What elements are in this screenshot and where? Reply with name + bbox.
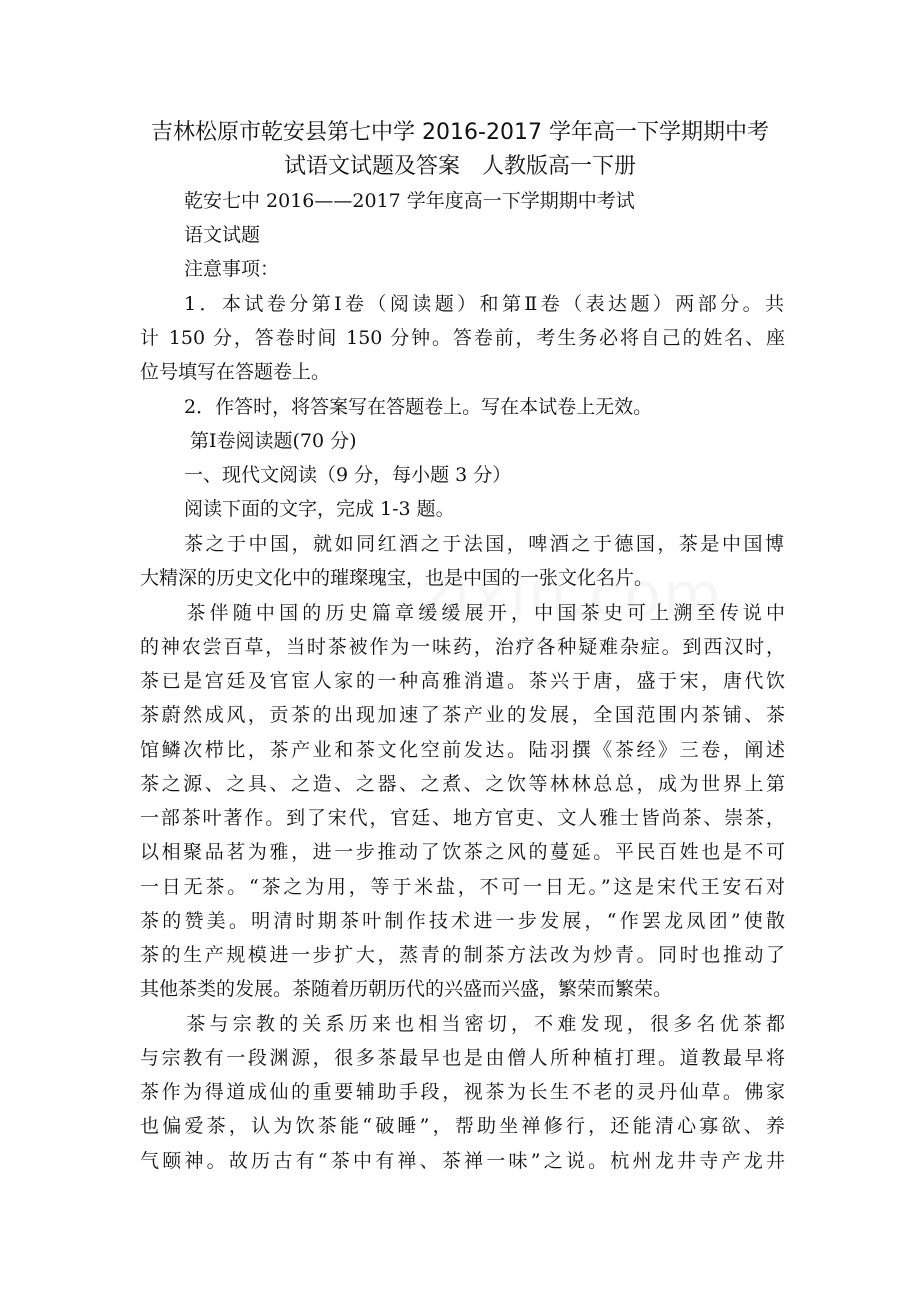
notice-heading: 注意事项： xyxy=(184,258,280,280)
paragraph-3-line-a: 茶与宗教的关系历来也相当密切，不难发现，很多名优茶都 xyxy=(140,1013,785,1035)
paragraph-2-line-k: 茶的生产规模进一步扩大，蒸青的制茶方法改为炒青。同时也推动了 xyxy=(140,944,785,966)
paragraph-3-line-d: 也偏爱茶，认为饮茶能“破睡”，帮助坐禅修行，还能清心寡欲、养 xyxy=(140,1115,785,1137)
paragraph-3-line-b: 与宗教有一段渊源，很多茶最早也是由僧人所种植打理。道教最早将 xyxy=(140,1047,785,1069)
part-1-heading: 一、现代文阅读（9 分，每小题 3 分） xyxy=(184,464,512,486)
paragraph-2-line-g: 一部茶叶著作。到了宋代，官廷、地方官吏、文人雅士皆尚茶、崇茶， xyxy=(140,807,785,829)
title-line-2: 试语文试题及答案 人教版高一下册 xyxy=(283,154,636,179)
notice-1-line-a: 1．本试卷分第Ⅰ卷（阅读题）和第Ⅱ卷（表达题）两部分。共 xyxy=(184,293,784,315)
paragraph-2-line-e: 馆鳞次栉比，茶产业和茶文化空前发达。陆羽撰《茶经》三卷，阐述 xyxy=(140,739,785,761)
paragraph-2-line-c: 茶已是宫廷及官宦人家的一种高雅消遣。茶兴于唐，盛于宋，唐代饮 xyxy=(140,670,785,692)
paragraph-2-line-f: 茶之源、之具、之造、之器、之煮、之饮等林林总总，成为世界上第 xyxy=(140,773,785,795)
notice-1-line-c: 位号填写在答题卷上。 xyxy=(140,361,331,383)
notice-1-line-b: 计 150 分，答卷时间 150 分钟。答卷前，考生务必将自己的姓名、座 xyxy=(140,327,785,349)
paragraph-1-line-a: 茶之于中国，就如同红酒之于法国，啤酒之于德国，茶是中国博 xyxy=(184,533,784,555)
paragraph-2-line-a: 茶伴随中国的历史篇章缓缓展开，中国茶史可上溯至传说中 xyxy=(140,602,785,624)
title-line-1: 吉林松原市乾安县第七中学 2016-2017 学年高一下学期期中考 xyxy=(151,120,769,145)
paragraph-2-line-b: 的神农尝百草，当时茶被作为一味药，治疗各种疑难杂症。到西汉时， xyxy=(140,636,785,658)
paragraph-2-line-i: 一日无茶。“茶之为用，等于米盐，不可一日无。”这是宋代王安石对 xyxy=(140,876,785,898)
exam-title: 乾安七中 2016——2017 学年度高一下学期期中考试 xyxy=(184,190,635,212)
subject-heading: 语文试题 xyxy=(184,224,261,246)
paragraph-2-line-h: 以相聚品茗为雅，进一步推动了饮茶之风的蔓延。平民百姓也是不可 xyxy=(140,841,785,863)
document-title xyxy=(140,116,780,184)
paragraph-1-line-b: 大精深的历史文化中的璀璨瑰宝，也是中国的一张文化名片。 xyxy=(140,567,654,589)
paragraph-3-line-c: 茶作为得道成仙的重要辅助手段，视茶为长生不老的灵丹仙草。佛家 xyxy=(140,1081,785,1103)
reading-instruction: 阅读下面的文字，完成 1-3 题。 xyxy=(184,498,455,520)
paragraph-2-line-l: 其他茶类的发展。茶随着历朝历代的兴盛而兴盛，繁荣而繁荣。 xyxy=(140,978,673,1000)
section-1-heading: 第Ⅰ卷阅读题(70 分) xyxy=(190,430,357,452)
paragraph-3-line-e: 气颐神。故历古有“茶中有禅、茶禅一味”之说。杭州龙井寺产龙井 xyxy=(140,1150,785,1172)
paragraph-2-line-d: 茶蔚然成风，贡茶的出现加速了茶产业的发展，全国范围内茶铺、茶 xyxy=(140,704,785,726)
paragraph-2-line-j: 茶的赞美。明清时期茶叶制作技术进一步发展，“作罢龙凤团”使散 xyxy=(140,910,785,932)
notice-2: 2．作答时，将答案写在答题卷上。写在本试卷上无效。 xyxy=(184,396,653,418)
